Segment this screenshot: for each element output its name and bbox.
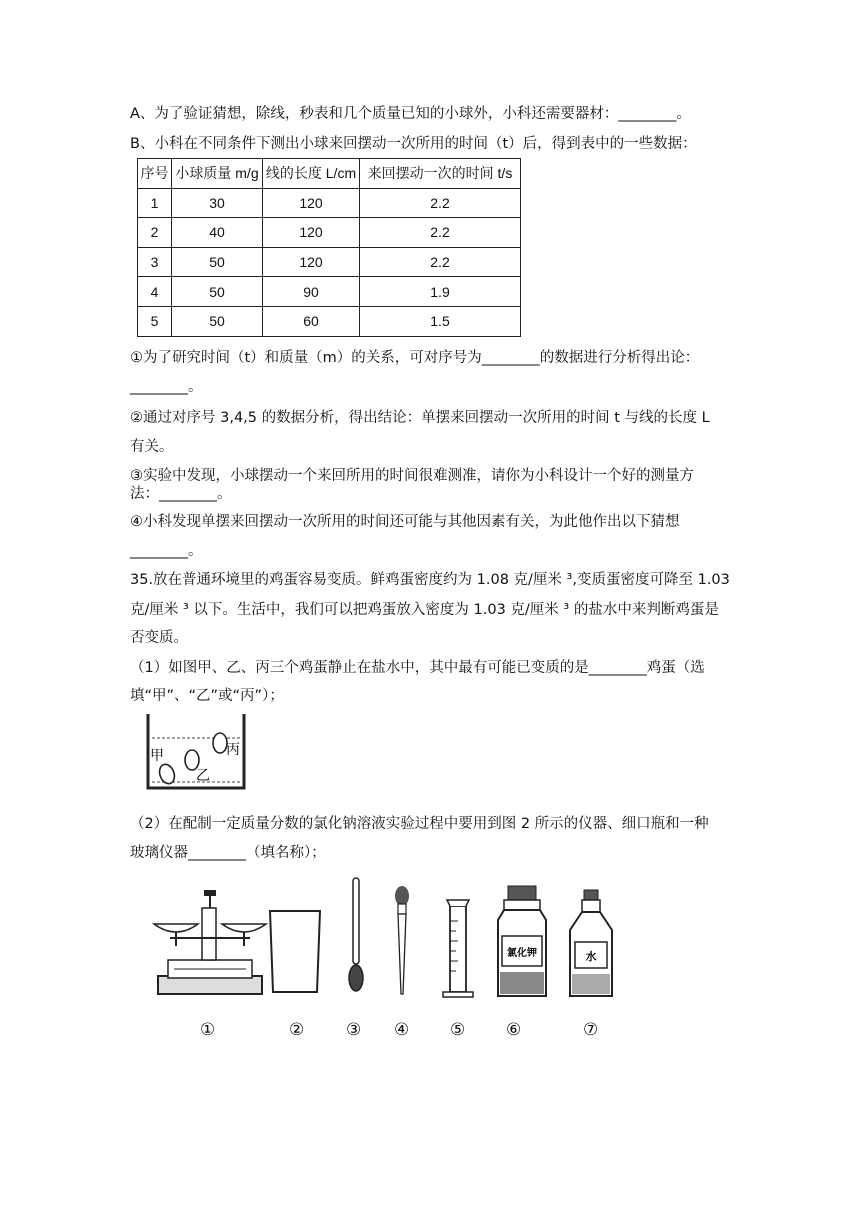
graduated-cylinder-icon <box>443 900 473 997</box>
table-row <box>138 218 521 248</box>
q35-line-2: 克/厘米 ³ 以下。生活中，我们可以把鸡蛋放入密度为 1.03 克/厘米 ³ 的盐水中来判断鸡蛋是 <box>130 602 719 618</box>
table-header-cell: 序号 <box>138 159 172 189</box>
table-row <box>138 277 521 307</box>
spatula-icon <box>349 878 363 991</box>
table-cell: 50 <box>172 306 263 336</box>
table-header-row <box>138 159 521 189</box>
q3-line-1: ③实验中发现，小球摆动一个来回所用的时间很难测准，请你为小科设计一个好的测量方 <box>130 468 694 484</box>
q3-line-2: 法：________。 <box>130 486 232 502</box>
q1-line-1: ①为了研究时间（t）和质量（m）的关系，可对序号为________的数据进行分析得出论： <box>130 350 700 366</box>
table-row <box>138 188 521 218</box>
sub1-line-1: （1）如图甲、乙、丙三个鸡蛋静止在盐水中，其中最有可能已变质的是________鸡蛋（选 <box>130 660 705 676</box>
egg-label-yi: 乙 <box>196 768 210 784</box>
table-cell: 2.2 <box>360 218 521 248</box>
apparatus-number-3: ③ <box>346 1020 362 1040</box>
table-cell: 50 <box>172 277 263 307</box>
sub1-line-2: 填“甲”、“乙”或“丙”）； <box>130 688 284 704</box>
table-cell: 90 <box>263 277 360 307</box>
sub2-line-1: （2）在配制一定质量分数的氯化钠溶液实验过程中要用到图 2 所示的仪器、细口瓶和一种 <box>130 816 709 832</box>
q35-line-3: 否变质。 <box>130 630 188 646</box>
egg-yi <box>185 750 199 770</box>
apparatus-number-7: ⑦ <box>583 1020 599 1040</box>
table-cell: 2.2 <box>360 188 521 218</box>
q4-line-2: ________。 <box>130 543 203 559</box>
table-cell: 40 <box>172 218 263 248</box>
table-cell: 1 <box>138 188 172 218</box>
q2-line-1: ②通过对序号 3,4,5 的数据分析，得出结论：单摆来回摆动一次所用的时间 t 与线的长度 L <box>130 410 710 426</box>
table-cell: 120 <box>263 218 360 248</box>
reagent-bottle-solid-icon <box>498 886 546 996</box>
table-cell: 2 <box>138 218 172 248</box>
table-cell: 1.5 <box>360 306 521 336</box>
apparatus-number-5: ⑤ <box>450 1020 466 1040</box>
table-cell: 3 <box>138 247 172 277</box>
balance-icon <box>154 890 266 994</box>
q1-line-2: ________。 <box>130 379 203 395</box>
table-cell: 4 <box>138 277 172 307</box>
apparatus-number-4: ④ <box>394 1020 410 1040</box>
table-cell: 120 <box>263 188 360 218</box>
apparatus-number-1: ① <box>200 1020 216 1040</box>
eggs-in-salt-water-figure <box>140 712 250 792</box>
table-cell: 5 <box>138 306 172 336</box>
question-b-text: B、小科在不同条件下测出小球来回摆动一次所用的时间（t）后，得到表中的一些数据： <box>130 136 697 152</box>
pendulum-data-table <box>137 158 521 337</box>
bottle-label-kcl: 氯化钾 <box>507 948 537 959</box>
sub2-line-2: 玻璃仪器________（填名称）； <box>130 845 326 861</box>
table-cell: 50 <box>172 247 263 277</box>
apparatus-number-2: ② <box>289 1020 305 1040</box>
table-row <box>138 306 521 336</box>
table-cell: 120 <box>263 247 360 277</box>
q2-line-2: 有关。 <box>130 439 174 455</box>
table-header-cell: 来回摆动一次的时间 t/s <box>360 159 521 189</box>
q35-line-1: 35.放在普通环境里的鸡蛋容易变质。鲜鸡蛋密度约为 1.08 克/厘米 ³,变质蛋密度可降至 1.03 <box>130 572 730 588</box>
egg-label-jia: 甲 <box>150 748 164 764</box>
table-cell: 2.2 <box>360 247 521 277</box>
q4-line-1: ④小科发现单摆来回摆动一次所用的时间还可能与其他因素有关，为此他作出以下猜想 <box>130 514 680 530</box>
table-cell: 1.9 <box>360 277 521 307</box>
table-header-cell: 小球质量 m/g <box>172 159 263 189</box>
beaker-icon <box>270 911 320 992</box>
table-header-cell: 线的长度 L/cm <box>263 159 360 189</box>
egg-bing <box>213 733 227 753</box>
lab-apparatus-figure <box>150 876 620 1006</box>
bottle-label-water: 水 <box>585 950 597 963</box>
reagent-bottle-water-icon <box>570 890 612 996</box>
table-cell: 60 <box>263 306 360 336</box>
dropper-icon <box>395 886 409 994</box>
apparatus-number-6: ⑥ <box>506 1020 522 1040</box>
egg-label-bing: 丙 <box>226 742 240 758</box>
table-row <box>138 247 521 277</box>
question-a-text: A、为了验证猜想，除线，秒表和几个质量已知的小球外，小科还需要器材：________。 <box>130 106 691 122</box>
table-cell: 30 <box>172 188 263 218</box>
